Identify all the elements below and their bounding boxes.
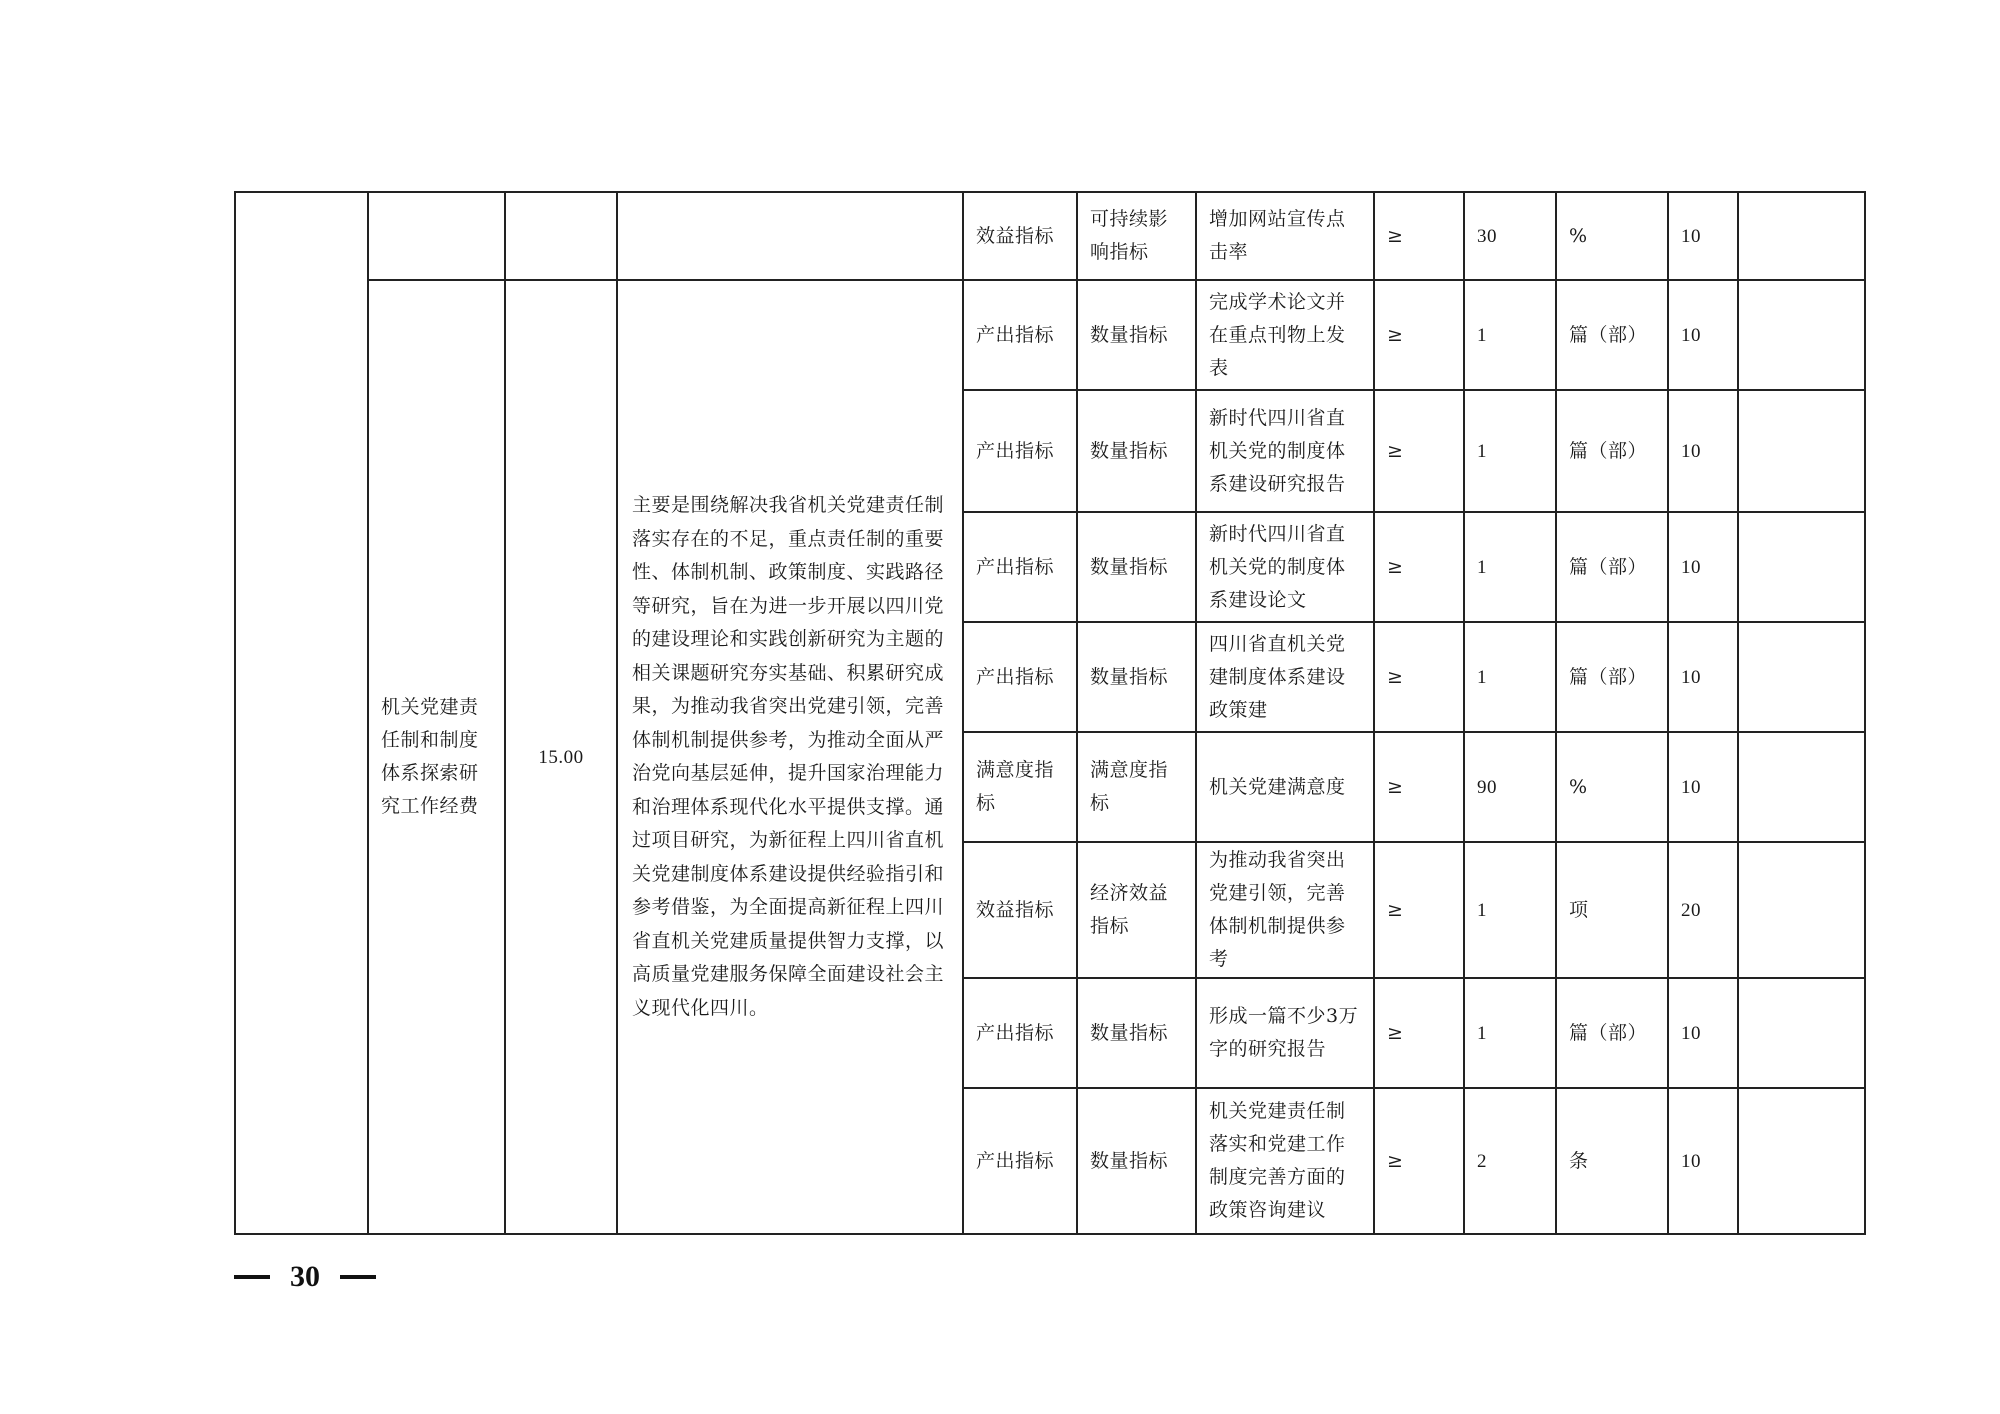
project-amount-cell: 15.00 (505, 280, 617, 1234)
operator-cell: ≥ (1374, 842, 1464, 978)
unit-cell: % (1556, 732, 1668, 842)
dash-right (340, 1275, 376, 1279)
operator-cell: ≥ (1374, 732, 1464, 842)
target-value-cell: 90 (1464, 732, 1556, 842)
indicator-name-cell: 四川省直机关党建制度体系建设政策建 (1196, 622, 1374, 732)
project-name-cell: 机关党建责任制和制度体系探索研究工作经费 (368, 280, 505, 1234)
table-row (235, 192, 1865, 280)
target-value-cell: 30 (1464, 192, 1556, 280)
blank-cell (1738, 280, 1865, 390)
indicator-subtype-cell: 经济效益指标 (1077, 842, 1196, 978)
blank-cell (1738, 978, 1865, 1088)
target-value-cell: 1 (1464, 622, 1556, 732)
unit-cell: 篇（部） (1556, 512, 1668, 622)
indicator-name-cell: 新时代四川省直机关党的制度体系建设研究报告 (1196, 390, 1374, 512)
blank-cell (1738, 1088, 1865, 1234)
blank-cell (235, 192, 368, 1234)
blank-cell (1738, 732, 1865, 842)
indicator-subtype-cell: 数量指标 (1077, 978, 1196, 1088)
performance-indicator-table (234, 191, 1866, 1235)
indicator-type-cell: 产出指标 (963, 390, 1077, 512)
blank-cell (1738, 192, 1865, 280)
indicator-name-cell: 增加网站宣传点击率 (1196, 192, 1374, 280)
operator-cell: ≥ (1374, 280, 1464, 390)
score-cell: 10 (1668, 192, 1738, 280)
project-description-cell: 主要是围绕解决我省机关党建责任制落实存在的不足，重点责任制的重要性、体制机制、政策制度、实践路径等研究，旨在为进一步开展以四川党的建设理论和实践创新研究为主题的相关课题研究夯实基础、积累研究成果，为推动我省突出党建引领，完善体制机制提供参考，为推动全面从严治党向基层延伸，提升国家治理能力和治理体系现代化水平提供支撑。通过项目研究，为新征程上四川省直机关党建制度体系建设提供经验指引和参考借鉴，为全面提高新征程上四川省直机关党建质量提供智力支撑，以高质量党建服务保障全面建设社会主义现代化四川。 (617, 280, 963, 1234)
target-value-cell: 1 (1464, 390, 1556, 512)
score-cell: 10 (1668, 1088, 1738, 1234)
indicator-name-cell: 机关党建责任制落实和党建工作制度完善方面的政策咨询建议 (1196, 1088, 1374, 1234)
indicator-type-cell: 产出指标 (963, 1088, 1077, 1234)
indicator-name-cell: 为推动我省突出党建引领，完善体制机制提供参考 (1196, 842, 1374, 978)
target-value-cell: 1 (1464, 512, 1556, 622)
unit-cell: 篇（部） (1556, 978, 1668, 1088)
indicator-name-cell: 形成一篇不少3万字的研究报告 (1196, 978, 1374, 1088)
target-value-cell: 2 (1464, 1088, 1556, 1234)
indicator-type-cell: 产出指标 (963, 622, 1077, 732)
dash-left (234, 1275, 270, 1279)
page-number (234, 1252, 376, 1302)
unit-cell: 项 (1556, 842, 1668, 978)
blank-cell (505, 192, 617, 280)
unit-cell: 篇（部） (1556, 280, 1668, 390)
indicator-subtype-cell: 数量指标 (1077, 622, 1196, 732)
operator-cell: ≥ (1374, 390, 1464, 512)
score-cell: 10 (1668, 280, 1738, 390)
target-value-cell: 1 (1464, 978, 1556, 1088)
indicator-type-cell: 效益指标 (963, 192, 1077, 280)
operator-cell: ≥ (1374, 512, 1464, 622)
indicator-subtype-cell: 可持续影响指标 (1077, 192, 1196, 280)
score-cell: 10 (1668, 512, 1738, 622)
operator-cell: ≥ (1374, 1088, 1464, 1234)
unit-cell: 篇（部） (1556, 390, 1668, 512)
indicator-subtype-cell: 数量指标 (1077, 280, 1196, 390)
score-cell: 10 (1668, 978, 1738, 1088)
blank-cell (617, 192, 963, 280)
page-number-text: 30 (290, 1260, 320, 1293)
indicator-subtype-cell: 数量指标 (1077, 1088, 1196, 1234)
indicator-type-cell: 产出指标 (963, 978, 1077, 1088)
score-cell: 10 (1668, 732, 1738, 842)
indicator-subtype-cell: 数量指标 (1077, 390, 1196, 512)
score-cell: 10 (1668, 390, 1738, 512)
operator-cell: ≥ (1374, 622, 1464, 732)
unit-cell: 篇（部） (1556, 622, 1668, 732)
operator-cell: ≥ (1374, 192, 1464, 280)
indicator-type-cell: 产出指标 (963, 280, 1077, 390)
indicator-name-cell: 机关党建满意度 (1196, 732, 1374, 842)
indicator-name-cell: 完成学术论文并在重点刊物上发表 (1196, 280, 1374, 390)
indicator-type-cell: 产出指标 (963, 512, 1077, 622)
indicator-subtype-cell: 满意度指标 (1077, 732, 1196, 842)
target-value-cell: 1 (1464, 842, 1556, 978)
indicator-name-cell: 新时代四川省直机关党的制度体系建设论文 (1196, 512, 1374, 622)
unit-cell: 条 (1556, 1088, 1668, 1234)
blank-cell (1738, 622, 1865, 732)
blank-cell (1738, 390, 1865, 512)
blank-cell (1738, 842, 1865, 978)
indicator-type-cell: 效益指标 (963, 842, 1077, 978)
table-row (235, 280, 1865, 390)
blank-cell (1738, 512, 1865, 622)
target-value-cell: 1 (1464, 280, 1556, 390)
unit-cell: % (1556, 192, 1668, 280)
score-cell: 20 (1668, 842, 1738, 978)
blank-cell (368, 192, 505, 280)
indicator-type-cell: 满意度指标 (963, 732, 1077, 842)
operator-cell: ≥ (1374, 978, 1464, 1088)
indicator-subtype-cell: 数量指标 (1077, 512, 1196, 622)
score-cell: 10 (1668, 622, 1738, 732)
